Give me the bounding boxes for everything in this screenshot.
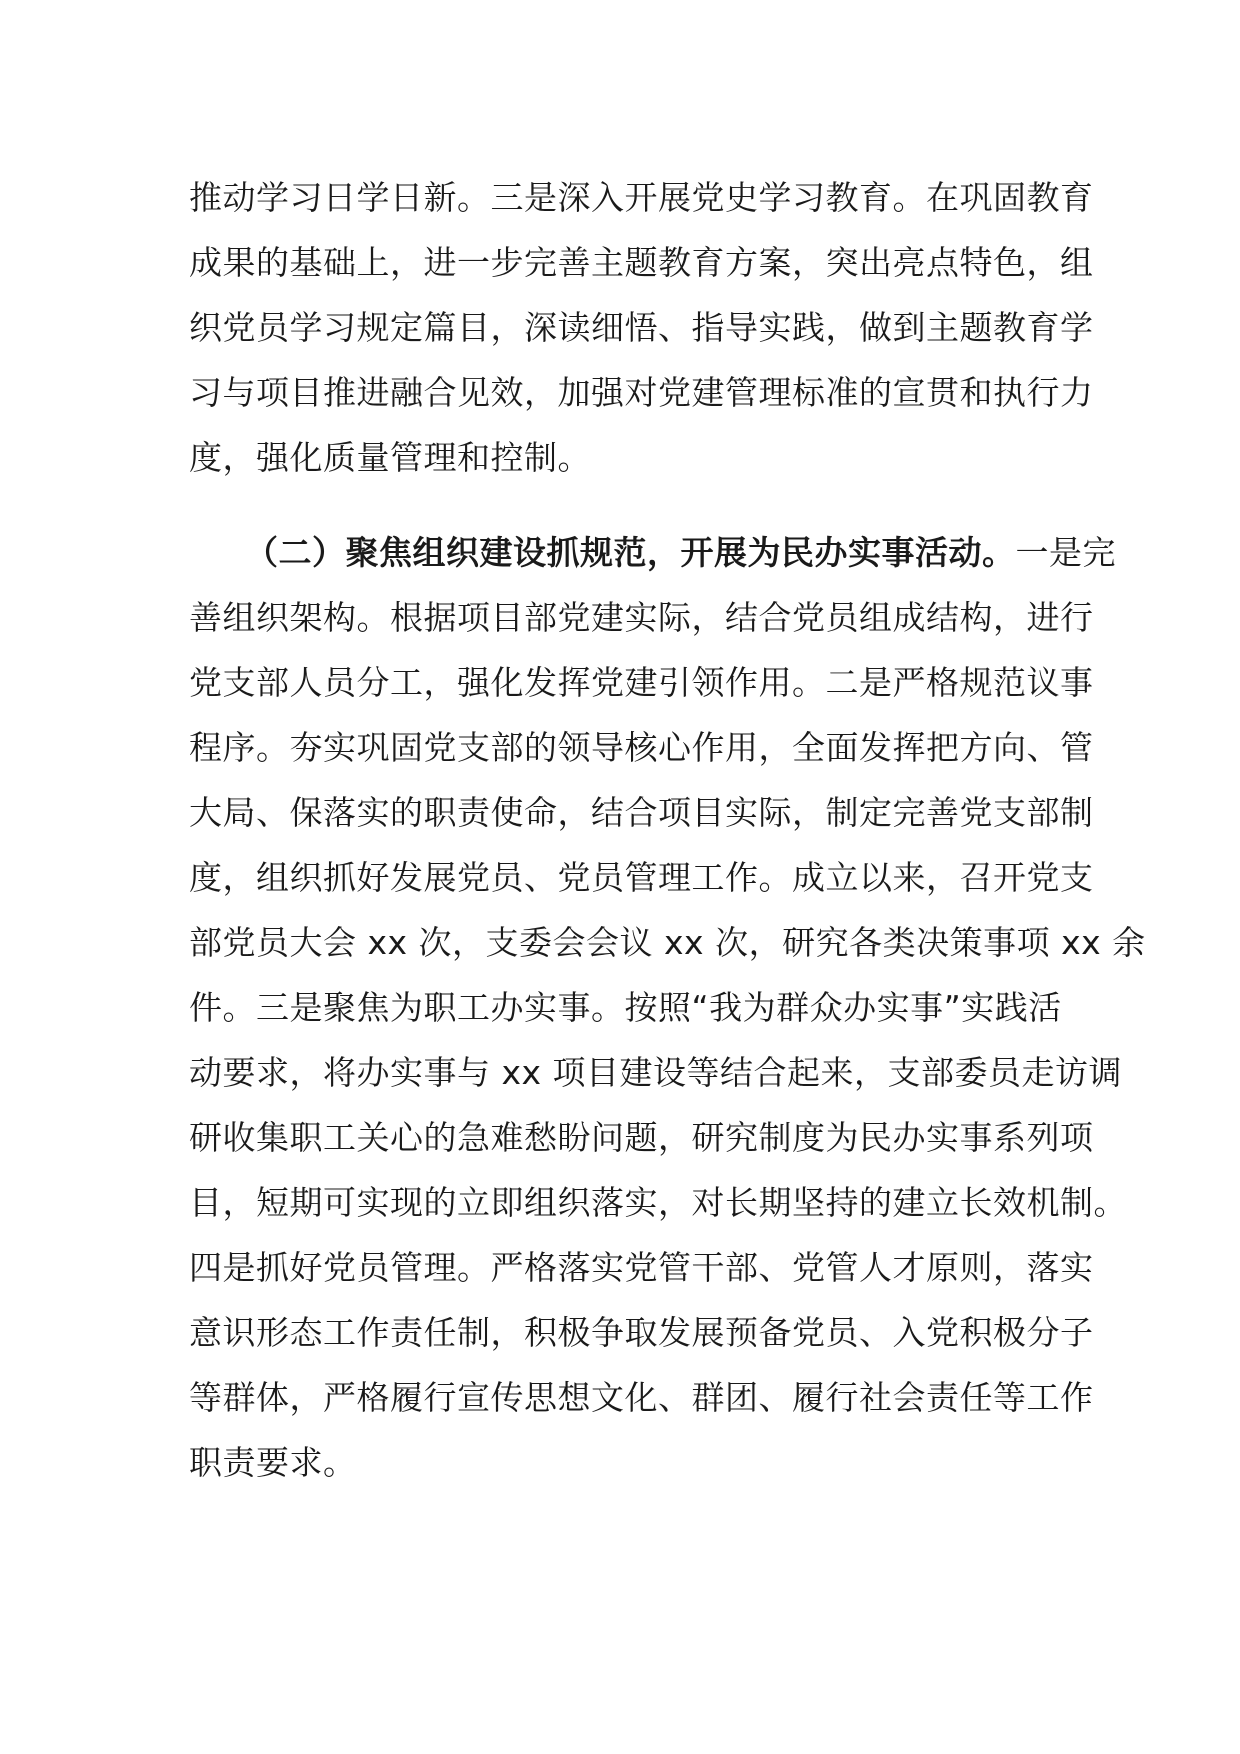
paragraph-2-line-14: 职责要求。 [189, 1443, 357, 1482]
paragraph-2-line-6: 部党员大会 xx 次，支委会会议 xx 次，研究各类决策事项 xx 余 [189, 923, 1146, 962]
paragraph-2-line-9: 研收集职工关心的急难愁盼问题，研究制度为民办实事系列项 [189, 1118, 1094, 1157]
paragraph-1-line-3: 织党员学习规定篇目，深读细悟、指导实践，做到主题教育学 [189, 308, 1094, 347]
paragraph-2-line-1: 善组织架构。根据项目部党建实际，结合党员组成结构，进行 [189, 598, 1094, 637]
paragraph-2-line-10: 目，短期可实现的立即组织落实，对长期坚持的建立长效机制。 [189, 1183, 1127, 1222]
paragraph-2-line-7: 件。三是聚焦为职工办实事。按照“我为群众办实事”实践活 [189, 988, 1062, 1027]
paragraph-2-line-4: 大局、保落实的职责使命，结合项目实际，制定完善党支部制 [189, 793, 1094, 832]
paragraph-1-line-5: 度，强化质量管理和控制。 [189, 438, 591, 477]
paragraph-2-line-5: 度，组织抓好发展党员、党员管理工作。成立以来，召开党支 [189, 858, 1094, 897]
paragraph-1-line-2: 成果的基础上，进一步完善主题教育方案，突出亮点特色，组 [189, 243, 1094, 282]
paragraph-2-line-3: 程序。夯实巩固党支部的领导核心作用，全面发挥把方向、管 [189, 728, 1094, 767]
paragraph-1-line-4: 习与项目推进融合见效，加强对党建管理标准的宣贯和执行力 [189, 373, 1094, 412]
paragraph-2-line-2: 党支部人员分工，强化发挥党建引领作用。二是严格规范议事 [189, 663, 1094, 702]
paragraph-2-first-line [245, 533, 1116, 573]
section-heading: （二）聚焦组织建设抓规范，开展为民办实事活动。 [245, 533, 1016, 572]
paragraph-1-line-1: 推动学习日学日新。三是深入开展党史学习教育。在巩固教育 [189, 178, 1094, 217]
paragraph-2-line-11: 四是抓好党员管理。严格落实党管干部、党管人才原则，落实 [189, 1248, 1094, 1287]
paragraph-2-line-12: 意识形态工作责任制，积极争取发展预备党员、入党积极分子 [189, 1313, 1094, 1352]
paragraph-2-line-8: 动要求，将办实事与 xx 项目建设等结合起来，支部委员走访调 [189, 1053, 1123, 1092]
paragraph-2-line-13: 等群体，严格履行宣传思想文化、群团、履行社会责任等工作 [189, 1378, 1094, 1417]
section-heading-rest: 一是完 [1015, 533, 1116, 572]
